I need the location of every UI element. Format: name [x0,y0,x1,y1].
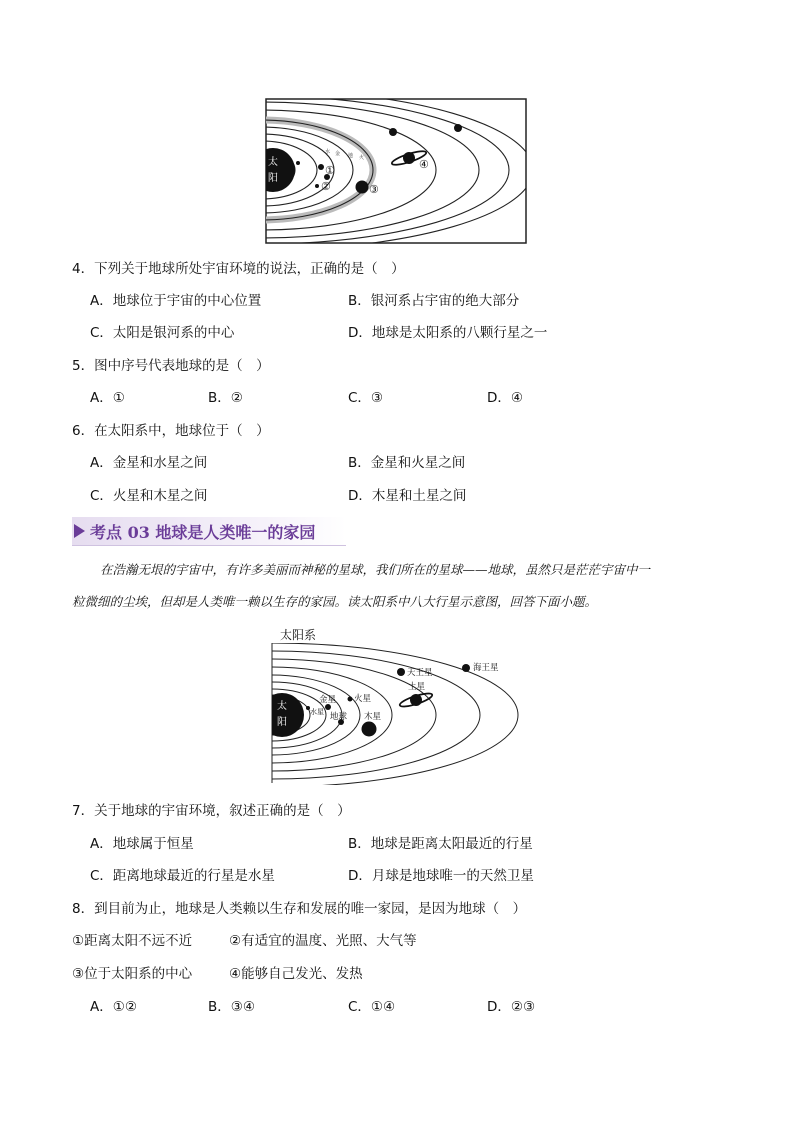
q7-option-a[interactable]: A．地球属于恒星 [90,836,194,852]
q5-option-a[interactable]: A．① [90,390,125,406]
neptune [462,664,470,672]
planet-label: 海王星 [473,663,499,673]
planet-label: 天王星 [407,668,433,678]
q8-item-4: ④能够自己发光、发热 [229,966,363,982]
q4-option-b[interactable]: B．银河系占宇宙的绝大部分 [348,293,520,309]
marker-2: ② [321,180,331,193]
passage-line-1: 在浩瀚无垠的宇宙中，有许多美丽而神秘的星球，我们所在的星球——地球，虽然只是茫茫宇宙中一 [100,562,651,577]
q7-option-b[interactable]: B．地球是距离太阳最近的行星 [348,836,533,852]
planet-dot [454,124,462,132]
sun-label: 阳 [277,717,287,728]
solar-system-figure-1 [265,98,527,244]
passage [72,554,722,618]
section-title: 考点 03 地球是人类唯一的家园 [90,523,316,542]
q5-option-c[interactable]: C．③ [348,390,384,406]
planet-dot [296,161,300,165]
planet-small-label: 水 [325,149,331,155]
question-6-stem: 6．在太阳系中，地球位于（ ） [72,423,270,439]
jupiter [362,722,377,737]
mars [348,697,353,702]
q8-item-2: ②有适宜的温度、光照、大气等 [229,933,417,949]
sun-label: 太 [277,701,287,712]
q8-option-c[interactable]: C．①④ [348,999,396,1015]
q4-option-c[interactable]: C．太阳是银河系的中心 [90,325,235,341]
figure-title: 太阳系 [280,628,317,642]
marker-1: ① [325,164,335,177]
q8-item-1: ①距离太阳不远不近 [72,933,193,949]
planet-label: 地球 [330,712,348,722]
q8-option-b[interactable]: B．③④ [208,999,255,1015]
sun-label: 太 [268,157,278,168]
marker-4: ④ [419,158,429,171]
q6-option-d[interactable]: D．木星和土星之间 [348,488,467,504]
q6-option-b[interactable]: B．金星和火星之间 [348,455,466,471]
planet-small-label: 火 [359,155,365,161]
planet-label: 水星 [310,708,324,716]
question-7-stem: 7．关于地球的宇宙环境，叙述正确的是（ ） [72,803,351,819]
sun-label: 阳 [268,173,278,184]
saturn [410,694,422,706]
q6-option-c[interactable]: C．火星和木星之间 [90,488,208,504]
question-5-stem: 5．图中序号代表地球的是（ ） [72,358,270,374]
planet-label: 土星 [408,682,426,692]
section-heading [72,517,346,546]
q4-option-d[interactable]: D．地球是太阳系的八颗行星之一 [348,325,548,341]
q7-option-c[interactable]: C．距离地球最近的行星是水星 [90,868,275,884]
solar-system-figure-2 [270,625,526,785]
q7-option-d[interactable]: D．月球是地球唯一的天然卫星 [348,868,534,884]
q5-option-d[interactable]: D．④ [487,390,523,406]
q4-option-a[interactable]: A．地球位于宇宙的中心位置 [90,293,262,309]
planet-label: 金星 [319,695,337,705]
planet-dot [389,128,397,136]
q8-option-a[interactable]: A．①② [90,999,137,1015]
q5-option-b[interactable]: B．② [208,390,243,406]
q8-option-d[interactable]: D．②③ [487,999,536,1015]
planet-label: 火星 [354,694,372,704]
planet-small-label: 地 [348,153,354,159]
planet-dot [356,181,369,194]
marker-3: ③ [369,183,379,196]
planet-label: 木星 [364,712,382,722]
q6-option-a[interactable]: A．金星和水星之间 [90,455,208,471]
question-8-stem: 8．到目前为止，地球是人类赖以生存和发展的唯一家园，是因为地球（ ） [72,901,527,917]
planet-small-label: 金 [335,151,341,157]
planet-dot [315,184,319,188]
saturn [403,152,415,164]
sun [270,693,304,737]
q8-item-3: ③位于太阳系的中心 [72,966,193,982]
question-4-stem: 4．下列关于地球所处宇宙环境的说法，正确的是（ ） [72,261,405,277]
passage-line-2: 粒微细的尘埃，但却是人类唯一赖以生存的家园。读太阳系中八大行星示意图，回答下面小题。 [72,594,598,609]
triangle-icon [74,524,85,538]
uranus [397,668,405,676]
planet-dot [318,164,324,170]
